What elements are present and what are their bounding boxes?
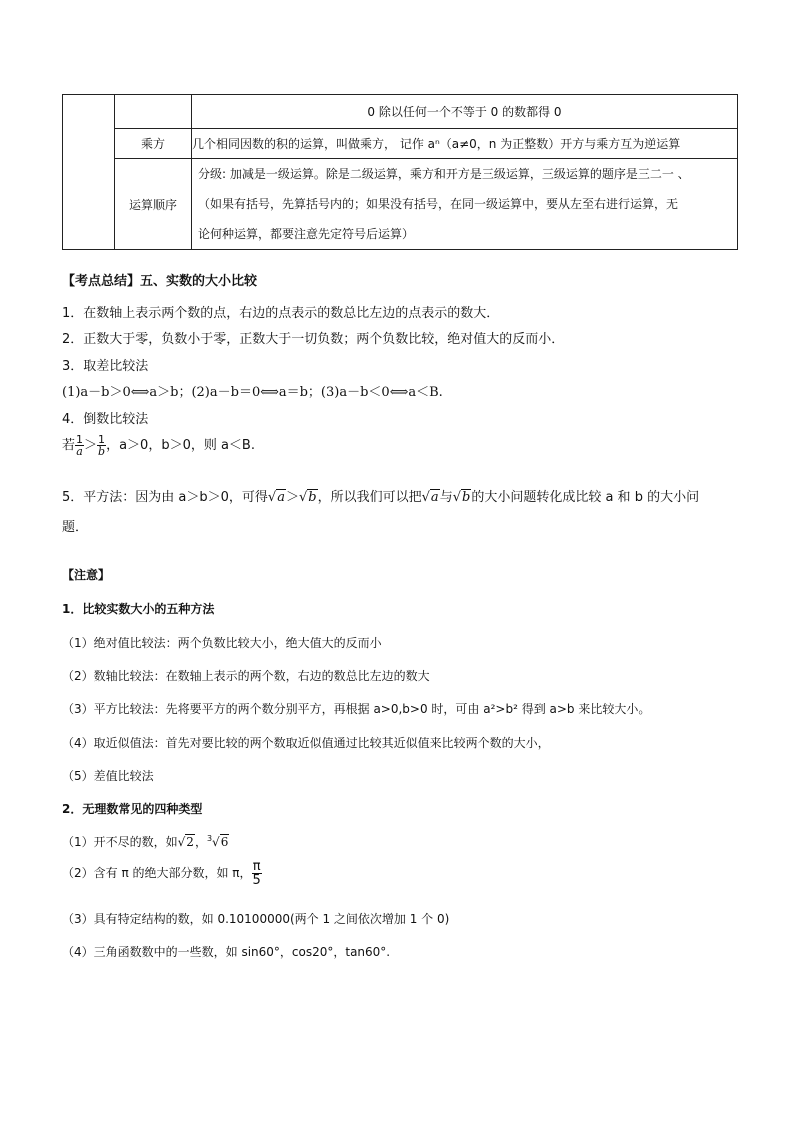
formula: 若 $\frac{1}{a}$ ＞ $\frac{1}{b}$ ，a＞0，b＞0，则 a＜B. xyxy=(62,433,255,458)
paragraph: 2．正数大于零，负数小于零，正数大于一切负数；两个负数比较，绝对值大的反而小． xyxy=(62,332,565,347)
content-line: 分级: 加减是一级运算。除是二级运算，乘方和开方是三级运算，三级运算的题序是三二一 、 xyxy=(198,167,690,181)
list-item: （4）取近似值法：首先对要比较的两个数取近似值通过比较其近似值来比较两个数的大小， xyxy=(62,736,550,750)
list-item: （5）差值比较法 xyxy=(62,769,154,783)
content-line: （如果有括号，先算括号内的；如果没有括号，在同一级运算中，要从左至右进行运算，无 xyxy=(198,197,679,211)
list-item: （2）含有 π 的绝大部分数，如 π， $\frac{\pi}{5}$ xyxy=(62,859,261,888)
list-item: （4）三角函数数中的一些数，如 sin60°，cos20°，tan60°. xyxy=(62,945,391,959)
table-category-cell xyxy=(63,95,115,250)
table-name-cell: 乘方 xyxy=(115,129,192,159)
paragraph: 3．取差比较法 xyxy=(62,359,149,374)
paragraph: 题． xyxy=(62,520,89,535)
list-item: （1）开不尽的数，如√2，$^3$√6 xyxy=(62,834,229,849)
notes-subheading: 2．无理数常见的四种类型 xyxy=(62,802,203,816)
formula: (1)a－b＞0⟺a＞b；(2)a－b＝0⟺a＝b；(3)a－b＜0⟺a＜B. xyxy=(62,385,443,400)
notes-subheading: 1．比较实数大小的五种方法 xyxy=(62,602,215,616)
list-item: （3）具有特定结构的数，如 0.10100000(两个 1 之间依次增加 1 个 0) xyxy=(62,912,450,926)
table-content-cell: 0 除以任何一个不等于 0 的数都得 0 xyxy=(192,95,738,129)
paragraph: 4．倒数比较法 xyxy=(62,412,149,427)
notes-heading: 【注意】 xyxy=(62,568,111,582)
fraction: $\frac{1}{a}$ xyxy=(76,433,84,458)
table-row xyxy=(63,159,738,250)
paragraph: 5．平方法：因为由 a＞b＞0，可得√a＞√b，所以我们可以把√a与√b的大小问题转化成比较 a 和 b 的大小问 xyxy=(62,490,700,505)
table-name-cell: 运算顺序 xyxy=(115,159,192,250)
table-row xyxy=(63,129,738,159)
table-content-cell xyxy=(192,159,738,250)
paragraph: 1．在数轴上表示两个数的点，右边的点表示的数总比左边的点表示的数大． xyxy=(62,306,500,321)
list-item: （1）绝对值比较法：两个负数比较大小，绝大值大的反而小 xyxy=(62,636,382,650)
list-item: （3）平方比较法：先将要平方的两个数分别平方，再根据 a>0,b>0 时，可由 a²>b² 得到 a>b 来比较大小。 xyxy=(62,702,651,716)
section-heading: 【考点总结】五、实数的大小比较 xyxy=(62,274,258,289)
operations-table xyxy=(62,94,738,250)
table-content-cell: 几个相同因数的积的运算，叫做乘方， 记作 aⁿ（a≠0，n 为正整数）开方与乘方互为逆运算 xyxy=(192,129,738,159)
table-name-cell xyxy=(115,95,192,129)
fraction: $\frac{1}{b}$ xyxy=(98,433,106,458)
content-line: 论何种运算，都要注意先定符号后运算） xyxy=(198,227,415,241)
table-row xyxy=(63,95,738,129)
list-item: （2）数轴比较法：在数轴上表示的两个数，右边的数总比左边的数大 xyxy=(62,669,430,683)
fraction: $\frac{\pi}{5}$ xyxy=(252,859,261,888)
